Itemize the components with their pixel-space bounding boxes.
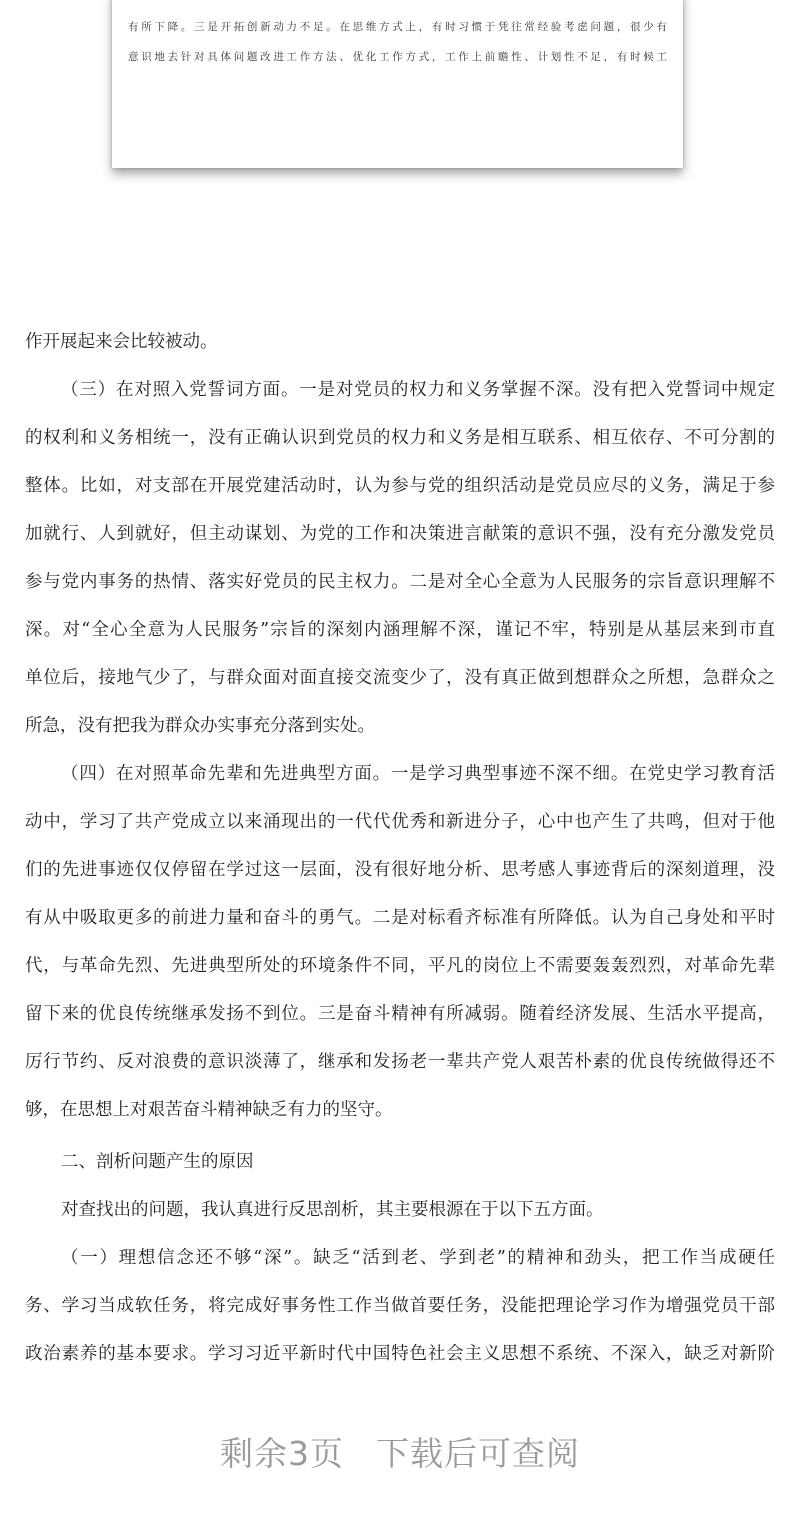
paragraph-line: 动中，学习了共产党成立以来涌现出的一代代优秀和新进分子，心中也产生了共鸣，但对于他 <box>25 812 775 832</box>
preview-page-card <box>112 0 683 168</box>
paragraph-line: 单位后，接地气少了，与群众面对面直接交流变少了，没有真正做到想群众之所想，急群众之 <box>25 668 775 688</box>
paragraph-line: 参与党内事务的热情、落实好党员的民主权力。二是对全心全意为人民服务的宗旨意识理解不 <box>25 572 775 592</box>
paragraph-first-line: 对查找出的问题，我认真进行反思剖析，其主要根源在于以下五方面。 <box>61 1200 604 1220</box>
download-prompt-banner[interactable] <box>0 1428 800 1475</box>
paragraph-line: 留下来的优良传统继承发扬不到位。三是奋斗精神有所减弱。随着经济发展、生活水平提高， <box>25 1004 775 1024</box>
paragraph-line: 的权利和义务相统一，没有正确认识到党员的权力和义务是相互联系、相互依存、不可分割的 <box>25 428 775 448</box>
paragraph-line: 所急，没有把我为群众办实事充分落到实处。 <box>25 716 375 736</box>
paragraph-first-line: （三）在对照入党誓词方面。一是对党员的权力和义务掌握不深。没有把入党誓词中规定 <box>61 380 775 400</box>
paragraph-line: 够，在思想上对艰苦奋斗精神缺乏有力的坚守。 <box>25 1100 393 1120</box>
paragraph-first-line: 二、剖析问题产生的原因 <box>61 1152 254 1172</box>
paragraph-line: 政治素养的基本要求。学习习近平新时代中国特色社会主义思想不系统、不深入，缺乏对新阶 <box>25 1344 775 1364</box>
download-to-view-label[interactable]: 下载后可查阅 <box>376 1434 580 1473</box>
paragraph-line: 加就行、人到就好，但主动谋划、为党的工作和决策进言献策的意识不强，没有充分激发党员 <box>25 524 775 544</box>
paragraph-line: 作开展起来会比较被动。 <box>25 332 218 352</box>
paragraph-line: 厉行节约、反对浪费的意识淡薄了，继承和发扬老一辈共产党人艰苦朴素的优良传统做得还不 <box>25 1052 775 1072</box>
paragraph-first-line: （四）在对照革命先辈和先进典型方面。一是学习典型事迹不深不细。在党史学习教育活 <box>61 764 775 784</box>
paragraph-first-line: （一）理想信念还不够“深”。缺乏“活到老、学到老”的精神和劲头，把工作当成硬任 <box>61 1248 775 1268</box>
remaining-pages-label: 剩余3页 <box>220 1434 344 1473</box>
paragraph-line: 有从中吸取更多的前进力量和奋斗的勇气。二是对标看齐标准有所降低。认为自己身处和平时 <box>25 908 775 928</box>
paragraph-line: 深。对“全心全意为人民服务”宗旨的深刻内涵理解不深，谨记不牢，特别是从基层来到市直 <box>25 620 775 640</box>
card-text-line: 有所下降。三是开拓创新动力不足。在思维方式上，有时习惯于凭往常经验考虑问题，很少有 <box>128 21 667 33</box>
paragraph-line: 务、学习当成软任务，将完成好事务性工作当做首要任务，没能把理论学习作为增强党员干部 <box>25 1296 775 1316</box>
paragraph-line: 们的先进事迹仅仅停留在学过这一层面，没有很好地分析、思考感人事迹背后的深刻道理，没 <box>25 860 775 880</box>
paragraph-line: 代，与革命先烈、先进典型所处的环境条件不同，平凡的岗位上不需要轰轰烈烈，对革命先辈 <box>25 956 775 976</box>
paragraph-line: 整体。比如，对支部在开展党建活动时，认为参与党的组织活动是党员应尽的义务，满足于参 <box>25 476 775 496</box>
card-text-line: 意识地去针对具体问题改进工作方法、优化工作方式，工作上前瞻性、计划性不足，有时候工 <box>128 51 667 63</box>
